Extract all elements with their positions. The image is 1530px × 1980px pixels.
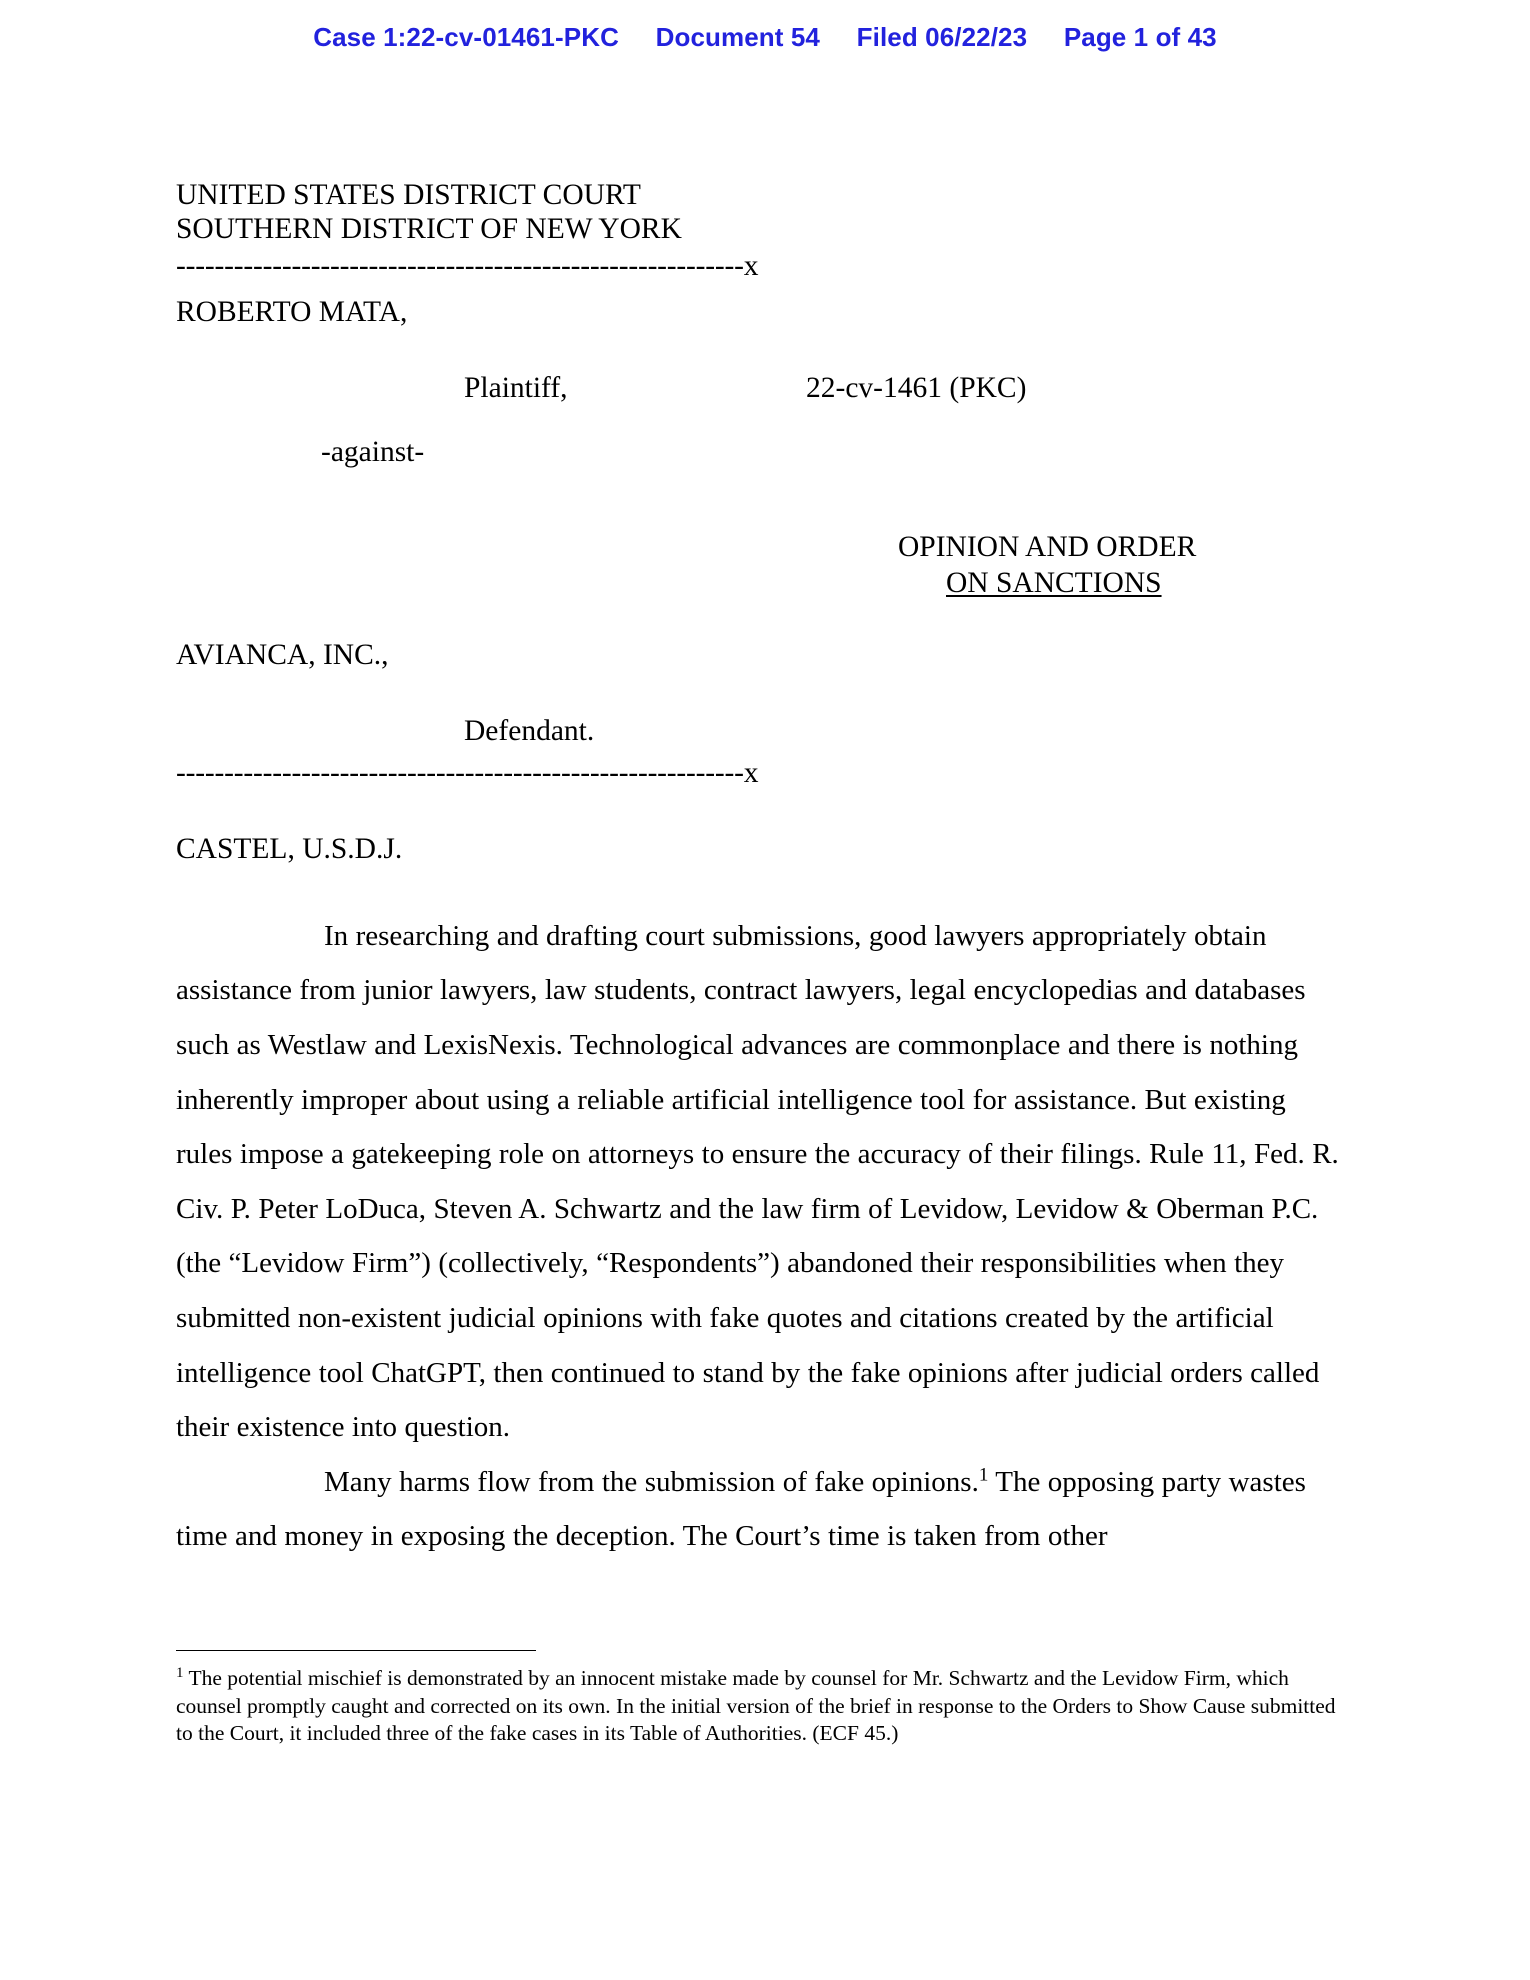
plaintiff-label: Plaintiff, xyxy=(464,372,568,405)
opinion-title-block xyxy=(176,530,1344,601)
defendant-caption-row xyxy=(176,715,1344,753)
footnote-separator-rule xyxy=(176,1650,536,1651)
footnote-1 xyxy=(176,1665,1344,1748)
court-name-line-2: SOUTHERN DISTRICT OF NEW YORK xyxy=(176,213,682,246)
footnote-area xyxy=(176,1650,1344,1748)
body-paragraph-2-part-2: The opposing party wastes time and money in exposing the deception. The Court’s time is taken from other xyxy=(176,1465,1306,1553)
caption-block xyxy=(176,178,1344,791)
judge-spacer xyxy=(176,791,1344,833)
body-paragraph-2-part-1: Many harms flow from the submission of fake opinions. xyxy=(324,1465,979,1498)
caption-top-rule: -----------------------------------------------------------x xyxy=(176,250,759,283)
caption-bottom-rule: -----------------------------------------------------------x xyxy=(176,756,759,789)
caption-spacer-1 xyxy=(176,330,1344,372)
body-paragraph-1: In researching and drafting court submissions, good lawyers appropriately obtain assistance from junior lawyers, law students, contract lawyers, legal encyclopedias and databases such as Westlaw and LexisNexis. Technological advances are commonplace and there is nothing inherently improper about using a reliable artificial intelligence tool for assistance. But existing rules impose a gatekeeping role on attorneys to ensure the accuracy of their filings. Rule 11, Fed. R. Civ. P. Peter LoDuca, Steven A. Schwartz and the law firm of Levidow, Levidow & Oberman P.C. (the “Levidow Firm”) (collectively, “Respondents”) abandoned their responsibilities when they submitted non-existent judicial opinions with fake quotes and citations created by the artificial intelligence tool ChatGPT, then continued to stand by the fake opinions after judicial orders called their existence into question. xyxy=(176,919,1339,1444)
caption-spacer-5 xyxy=(176,673,1344,715)
defendant-label: Defendant. xyxy=(464,714,595,747)
against-label: -against- xyxy=(321,436,425,469)
document-content xyxy=(176,178,1344,1564)
against-row xyxy=(176,436,1344,474)
court-name-line-1: UNITED STATES DISTRICT COURT xyxy=(176,179,641,211)
body-spacer xyxy=(176,867,1344,909)
caption-spacer-2 xyxy=(176,410,1344,436)
plaintiff-caption-row xyxy=(176,372,1344,410)
opinion-title-line-2: ON SANCTIONS xyxy=(946,566,1162,599)
case-number: 22-cv-1461 (PKC) xyxy=(806,372,1027,405)
opinion-title-line-1: OPINION AND ORDER xyxy=(898,531,1197,564)
defendant-name: AVIANCA, INC., xyxy=(176,639,389,672)
body-paragraph-2 xyxy=(176,1455,1344,1564)
footnote-reference-marker[interactable]: 1 xyxy=(978,1464,989,1486)
caption-spacer-3 xyxy=(176,474,1344,530)
footnote-number: 1 xyxy=(176,1664,184,1681)
plaintiff-name: ROBERTO MATA, xyxy=(176,296,408,329)
ecf-case-number: Case 1:22-cv-01461-PKC xyxy=(313,22,619,52)
judge-byline: CASTEL, U.S.D.J. xyxy=(176,832,403,865)
ecf-header-stamp xyxy=(0,22,1530,53)
ecf-filed-date: Filed 06/22/23 xyxy=(856,22,1028,52)
caption-spacer-4 xyxy=(176,601,1344,627)
ecf-document-number: Document 54 xyxy=(655,22,820,52)
ecf-page-number: Page 1 of 43 xyxy=(1063,22,1217,52)
footnote-body-text: The potential mischief is demonstrated by an innocent mistake made by counsel for Mr. Schwartz and the Levidow Firm, which counsel promptly caught and corrected on its own. In the initial version of the brief in response to the Orders to Show Cause submitted to the Court, it included three of the fake cases in its Table of Authorities. (ECF 45.) xyxy=(176,1666,1336,1745)
